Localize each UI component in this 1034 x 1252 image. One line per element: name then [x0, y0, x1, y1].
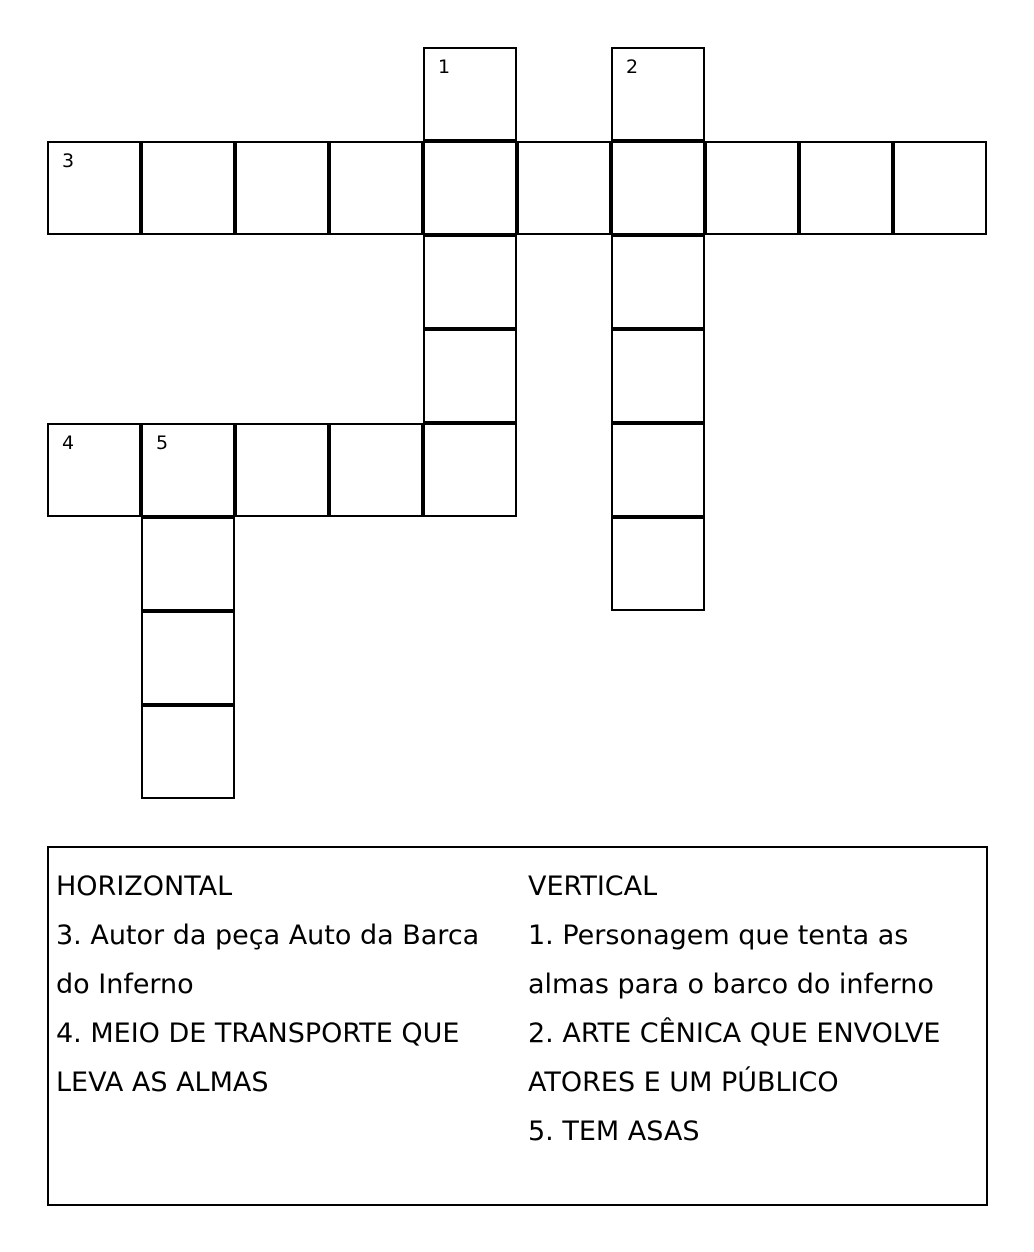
- clue-number: 1: [438, 56, 451, 78]
- crossword-cell[interactable]: [611, 329, 705, 423]
- crossword-cell[interactable]: [423, 235, 517, 329]
- horizontal-clues: [56, 862, 496, 1107]
- crossword-cell[interactable]: [893, 141, 987, 235]
- clues-box: [47, 846, 988, 1206]
- clue-number: 5: [156, 432, 169, 454]
- crossword-cell[interactable]: [329, 141, 423, 235]
- crossword-cell[interactable]: [141, 423, 235, 517]
- clue-vertical-5: 5. TEM ASAS: [528, 1116, 700, 1147]
- crossword-cell[interactable]: [705, 141, 799, 235]
- crossword-cell[interactable]: [611, 47, 705, 141]
- crossword-cell[interactable]: [423, 47, 517, 141]
- crossword-cell[interactable]: [611, 423, 705, 517]
- clue-horizontal-3: 3. Autor da peça Auto da Barca do Inferno: [56, 920, 480, 1000]
- crossword-cell[interactable]: [47, 423, 141, 517]
- crossword-cell[interactable]: [141, 611, 235, 705]
- crossword-cell[interactable]: [141, 517, 235, 611]
- clue-horizontal-4: 4. MEIO DE TRANSPORTE QUE LEVA AS ALMAS: [56, 1018, 460, 1098]
- clue-number: 3: [62, 150, 75, 172]
- clue-number: 2: [626, 56, 639, 78]
- crossword-cell[interactable]: [517, 141, 611, 235]
- crossword-cell[interactable]: [141, 705, 235, 799]
- clue-number: 4: [62, 432, 75, 454]
- crossword-cell[interactable]: [611, 235, 705, 329]
- crossword-cell[interactable]: [47, 141, 141, 235]
- crossword-cell[interactable]: [329, 423, 423, 517]
- crossword-cell[interactable]: [423, 423, 517, 517]
- horizontal-heading: HORIZONTAL: [56, 871, 233, 902]
- crossword-cell[interactable]: [423, 329, 517, 423]
- clue-vertical-1: 1. Personagem que tenta as almas para o barco do inferno: [528, 920, 934, 1000]
- crossword-cell[interactable]: [423, 141, 517, 235]
- crossword-cell[interactable]: [235, 423, 329, 517]
- crossword-cell[interactable]: [611, 141, 705, 235]
- vertical-heading: VERTICAL: [528, 871, 658, 902]
- vertical-clues: [528, 862, 978, 1156]
- crossword-cell[interactable]: [235, 141, 329, 235]
- crossword-cell[interactable]: [611, 517, 705, 611]
- clue-vertical-2: 2. ARTE CÊNICA QUE ENVOLVE ATORES E UM PÚBLICO: [528, 1018, 941, 1098]
- crossword-cell[interactable]: [799, 141, 893, 235]
- crossword-cell[interactable]: [141, 141, 235, 235]
